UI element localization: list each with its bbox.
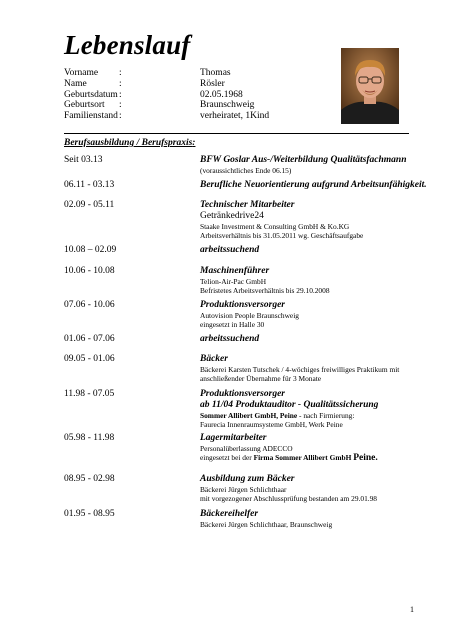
section-heading xyxy=(64,138,195,148)
entry-title: arbeitssuchend xyxy=(200,334,260,344)
entry-date: 01.95 - 08.95 xyxy=(64,509,115,519)
entry-content xyxy=(200,389,420,429)
entry-detail: Staake Investment & Consulting GmbH & Ko.KG xyxy=(200,222,350,231)
entry-detail: Faurecia Innenraumsysteme GmbH, Werk Peine xyxy=(200,420,343,429)
label: Familienstand xyxy=(64,111,118,122)
entry-date: 05.98 - 11.98 xyxy=(64,433,115,443)
detail-prefix: eingesetzt bei der xyxy=(200,453,254,462)
colon: : xyxy=(119,89,122,100)
label: Geburtsdatum xyxy=(64,89,118,100)
entry-detail: Bäckerei Karsten Tutschek / 4-wöchiges freiwilliges Praktikum mit xyxy=(200,365,400,374)
portrait-image xyxy=(341,48,399,124)
personal-row-firstname xyxy=(64,68,354,79)
colon: : xyxy=(119,100,122,111)
personal-row-birthplace xyxy=(64,100,354,111)
entry-detail: Befristetes Arbeitsverhältnis bis 29.10.2008 xyxy=(200,286,330,295)
entry-title: Ausbildung zum Bäcker xyxy=(200,474,295,484)
portrait-photo xyxy=(341,48,399,124)
entry-company-bold: Sommer Allibert GmbH, Peine xyxy=(200,411,298,420)
personal-row-name xyxy=(64,79,354,90)
entry-title: Produktionsversorger xyxy=(200,389,285,399)
entry-title-secondary: ab 11/04 Produktauditor - Qualitätssicherung xyxy=(200,400,379,410)
entry-date: 07.06 - 10.06 xyxy=(64,300,115,310)
entry-date: 09.05 - 01.06 xyxy=(64,354,115,364)
entry-date: 10.06 - 10.08 xyxy=(64,266,115,276)
value: Thomas xyxy=(200,68,231,78)
section-title: Berufsausbildung / Berufspraxis xyxy=(64,138,193,148)
entry-content xyxy=(200,155,420,175)
entry-date: Seit 03.13 xyxy=(64,155,103,165)
entry-detail: Personalüberlassung ADECCO xyxy=(200,444,293,453)
entry-title: Technischer Mitarbeiter xyxy=(200,200,295,210)
label: Name xyxy=(64,78,87,89)
value: Braunschweig xyxy=(200,100,255,111)
entry-content xyxy=(200,474,420,503)
entry-detail xyxy=(200,411,420,420)
entry-detail: (voraussichtliches Ende 06.15) xyxy=(200,166,292,175)
entry-detail: Arbeitsverhältnis bis 31.05.2011 wg. Geschäftsaufgabe xyxy=(200,231,364,240)
entry-date: 06.11 - 03.13 xyxy=(64,180,115,190)
entry-detail xyxy=(200,453,420,463)
entry-detail: Bäckerei Jürgen Schlichthaar xyxy=(200,485,287,494)
label: Geburtsort xyxy=(64,100,105,111)
document-title: Lebenslauf xyxy=(64,30,191,60)
entry-content xyxy=(200,334,420,345)
personal-row-birthdate xyxy=(64,90,354,101)
entry-content xyxy=(200,354,420,383)
header-divider xyxy=(64,133,409,134)
entry-title: Produktionsversorger xyxy=(200,300,285,310)
personal-details xyxy=(64,68,354,122)
entry-date: 02.09 - 05.11 xyxy=(64,200,115,210)
entry-title: Berufliche Neuorientierung aufgrund Arbeitsunfähigkeit. xyxy=(200,180,427,190)
entry-detail: Bäckerei Jürgen Schlichthaar, Braunschweig xyxy=(200,520,333,529)
entry-title: Maschinenführer xyxy=(200,266,270,276)
entry-detail-suffix: - nach Firmierung: xyxy=(297,411,355,420)
value: Rösler xyxy=(200,78,225,89)
entry-title: BFW Goslar Aus-/Weiterbildung Qualitätsfachmann xyxy=(200,155,407,165)
entry-content xyxy=(200,509,420,529)
entry-detail: mit vorgezogener Abschlussprüfung bestanden am 29.01.98 xyxy=(200,494,377,503)
detail-city-bold: Peine. xyxy=(353,453,378,463)
entry-content xyxy=(200,433,420,463)
entry-date: 08.95 - 02.98 xyxy=(64,474,115,484)
entry-content xyxy=(200,266,420,295)
label: Vorname xyxy=(64,68,99,78)
section-colon: : xyxy=(192,138,196,148)
entry-detail: anschließender Übernahme für 3 Monate xyxy=(200,374,322,383)
entry-content xyxy=(200,245,420,256)
personal-row-family-status xyxy=(64,111,354,122)
entry-title: Bäckereihelfer xyxy=(200,509,259,519)
value: 02.05.1968 xyxy=(200,89,243,100)
page-number: 1 xyxy=(410,605,414,614)
entry-title: Lagermitarbeiter xyxy=(200,433,267,443)
colon: : xyxy=(119,111,122,122)
entry-date: 01.06 - 07.06 xyxy=(64,334,115,344)
entry-company: Getränkedrive24 xyxy=(200,211,264,221)
entry-detail: Autovision People Braunschweig xyxy=(200,311,299,320)
colon: : xyxy=(119,78,122,89)
entry-title: Bäcker xyxy=(200,354,228,364)
colon: : xyxy=(119,68,122,78)
entry-content xyxy=(200,200,420,240)
entry-content xyxy=(200,300,420,329)
entry-title: arbeitssuchend xyxy=(200,245,260,255)
entry-detail: eingesetzt in Halle 30 xyxy=(200,320,265,329)
entry-date: 10.08 – 02.09 xyxy=(64,245,117,255)
entry-date: 11.98 - 07.05 xyxy=(64,389,115,399)
entry-detail: Telion-Air-Pac GmbH xyxy=(200,277,267,286)
entry-content xyxy=(200,180,427,191)
value: verheiratet, 1Kind xyxy=(200,111,270,122)
detail-company-bold: Firma Sommer Allibert GmbH xyxy=(253,453,354,462)
